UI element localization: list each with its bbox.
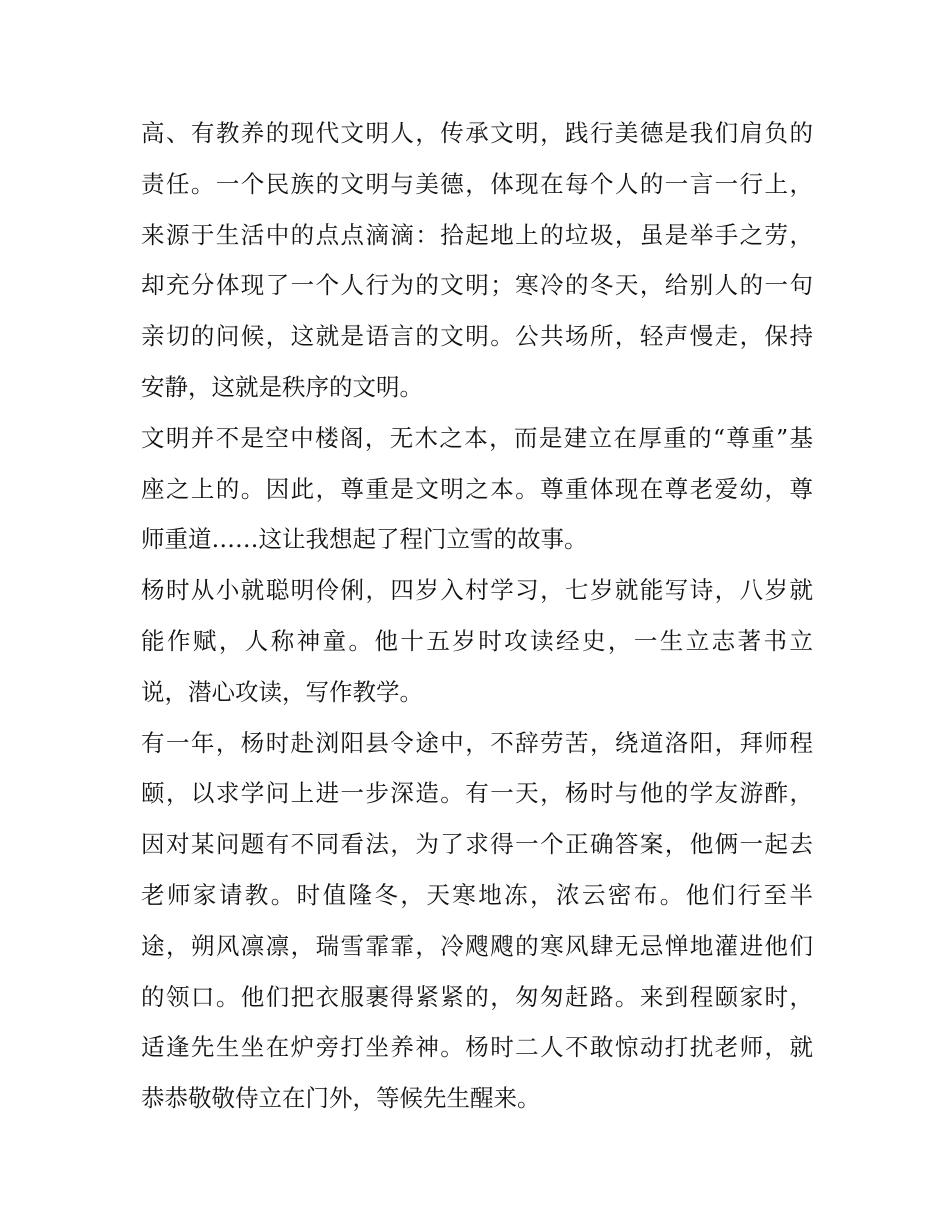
text-line-8: 座之上的。因此，尊重是文明之本。尊重体现在尊老爱幼，尊 xyxy=(141,474,813,503)
text-line-5: 亲切的问候，这就是语言的文明。公共场所，轻声慢走，保持 xyxy=(141,322,813,351)
text-line-2: 责任。一个民族的文明与美德，体现在每个人的一言一行上， xyxy=(141,169,813,198)
text-line-6: 安静，这就是秩序的文明。 xyxy=(141,372,423,401)
text-line-11: 能作赋，人称神童。他十五岁时攻读经史，一生立志著书立 xyxy=(141,626,813,655)
text-line-9: 师重道……这让我想起了程门立雪的故事。 xyxy=(141,525,588,554)
body-text xyxy=(141,108,813,1124)
text-line-13: 有一年，杨时赴浏阳县令途中，不辞劳苦，绕道洛阳，拜师程 xyxy=(141,728,813,757)
text-line-16: 老师家请教。时值隆冬，天寒地冻，浓云密布。他们行至半 xyxy=(141,880,813,909)
text-line-10: 杨时从小就聪明伶俐，四岁入村学习，七岁就能写诗，八岁就 xyxy=(141,576,813,605)
text-line-3: 来源于生活中的点点滴滴：拾起地上的垃圾，虽是举手之劳， xyxy=(141,220,813,249)
text-line-7: 文明并不是空中楼阁，无木之本，而是建立在厚重的“尊重”基 xyxy=(141,423,813,452)
text-line-12: 说，潜心攻读，写作教学。 xyxy=(141,677,423,706)
text-line-20: 恭恭敬敬侍立在门外，等候先生醒来。 xyxy=(141,1084,541,1113)
text-line-1: 高、有教养的现代文明人，传承文明，践行美德是我们肩负的 xyxy=(141,119,813,147)
text-line-18: 的领口。他们把衣服裹得紧紧的，匆匆赶路。来到程颐家时， xyxy=(141,982,813,1011)
text-line-15: 因对某问题有不同看法，为了求得一个正确答案，他俩一起去 xyxy=(141,830,813,859)
text-line-14: 颐，以求学问上进一步深造。有一天，杨时与他的学友游酢， xyxy=(141,779,813,808)
text-line-17: 途，朔风凛凛，瑞雪霏霏，冷飕飕的寒风肆无忌惮地灌进他们 xyxy=(141,931,813,960)
text-line-19: 适逢先生坐在炉旁打坐养神。杨时二人不敢惊动打扰老师，就 xyxy=(141,1033,813,1062)
text-line-4: 却充分体现了一个人行为的文明；寒冷的冬天，给别人的一句 xyxy=(141,271,813,300)
